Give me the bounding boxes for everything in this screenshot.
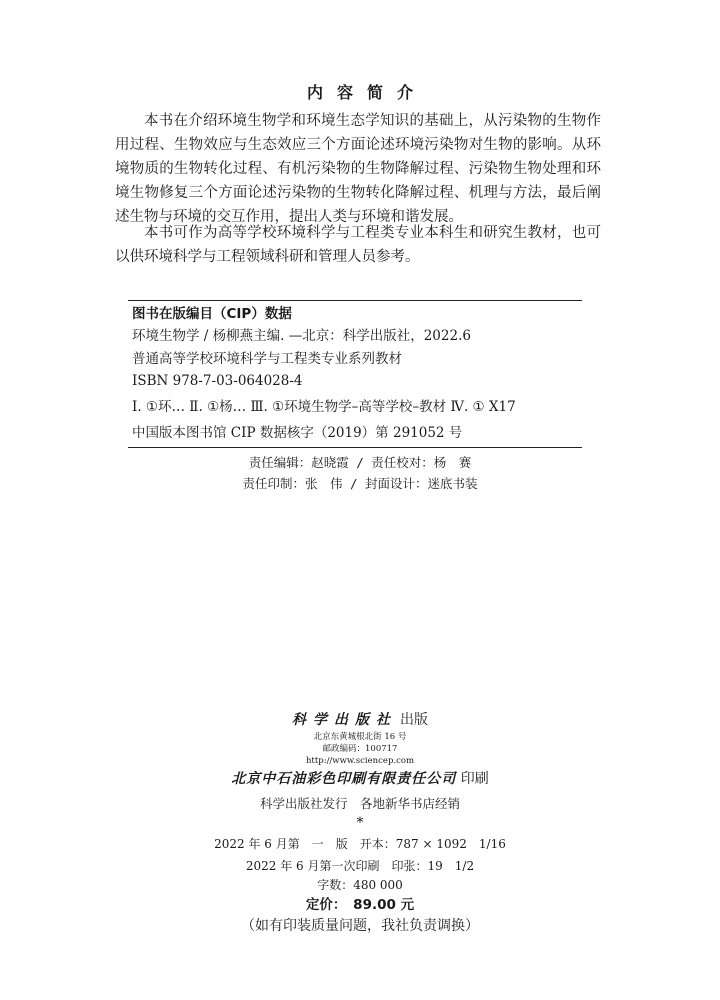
cip-classification: Ⅰ. ①环… Ⅱ. ①杨… Ⅲ. ①环境生物学–高等学校–教材 Ⅳ. ① X17 <box>132 398 516 415</box>
publisher-postcode: 邮政编码：100717 <box>322 744 398 754</box>
printer-line <box>0 769 720 789</box>
intro-title: 内容简介 <box>306 83 427 102</box>
cip-series-line: 普通高等学校环境科学与工程类专业系列教材 <box>132 350 402 367</box>
printing-line: 2022 年 6 月第一次印刷 印张：19 1/2 <box>245 859 475 873</box>
quality-note: （如有印装质量问题，我社负责调换） <box>241 918 479 934</box>
cip-isbn: ISBN 978-7-03-064028-4 <box>132 373 303 389</box>
cip-title-line: 环境生物学 / 杨柳燕主编. —北京：科学出版社，2022.6 <box>132 328 471 344</box>
staff-editors: 责任编辑：赵晓霞 / 责任校对：杨 赛 <box>248 455 472 470</box>
price: 定价： 89.00 元 <box>305 897 415 913</box>
cip-number: 中国版本图书馆 CIP 数据核字（2019）第 291052 号 <box>132 424 463 441</box>
staff-production: 责任印制：张 伟 / 封面设计：迷底书装 <box>242 476 478 491</box>
publisher-url: http://www.sciencep.com <box>305 756 415 766</box>
cip-block <box>128 300 582 448</box>
cip-heading: 图书在版编目（CIP）数据 <box>132 306 292 322</box>
edition-line: 2022 年 6 月第 一 版 开本：787 × 1092 1/16 <box>214 837 506 851</box>
separator-star: * <box>356 815 364 831</box>
word-count: 字数：480 000 <box>317 878 403 892</box>
publisher-name: 科学出版社 <box>292 712 397 728</box>
intro-paragraph-2: 本书可作为高等学校环境科学与工程类专业本科生和研究生教材，也可以供环境科学与工程领域科研和管理人员参考。 <box>115 225 601 265</box>
publisher-address: 北京东黄城根北街 16 号 <box>313 732 407 742</box>
intro-paragraph-1: 本书在介绍环境生物学和环境生态学知识的基础上，从污染物的生物作用过程、生物效应与生态效应三个方面论述环境污染物对生物的影响。从环境物质的生物转化过程、有机污染物的生物降解过程、污染物生物处理和环境生物修复三个方面论述污染物的生物转化降解过程、机理与方法，最后阐述生物与环境的交互作用，提出人类与环境和谐发展。 <box>115 113 601 225</box>
distribution-line: 科学出版社发行 各地新华书店经销 <box>259 796 460 811</box>
printer-suffix: 印刷 <box>460 771 489 787</box>
publisher-suffix: 出版 <box>400 712 428 728</box>
publisher-line <box>0 710 720 730</box>
printer-name: 北京中石油彩色印刷有限责任公司 <box>231 771 457 787</box>
